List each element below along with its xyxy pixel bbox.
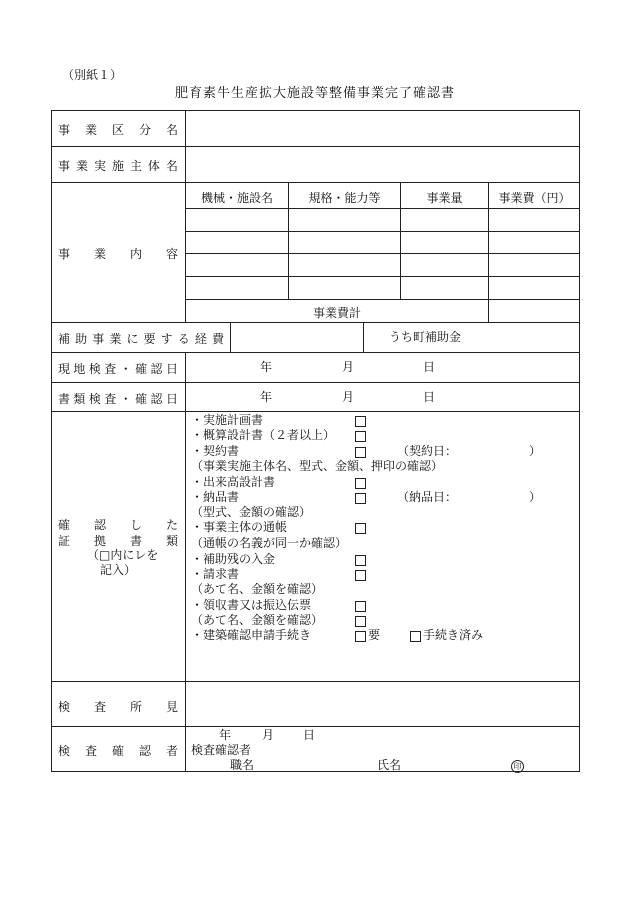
evidence-note: （通帳の名義が同一か確認） xyxy=(191,536,348,550)
option-completed-label: 手続き済み xyxy=(423,628,484,642)
row-divider xyxy=(51,182,580,183)
row-divider xyxy=(185,231,580,232)
doc-date-year: 年 xyxy=(260,390,273,404)
row-divider xyxy=(185,253,580,254)
doc-date-day: 日 xyxy=(423,390,436,404)
evidence-instruction-line1: （□内にレを xyxy=(87,548,159,562)
evidence-note: （あて名、金額を確認） xyxy=(191,582,324,596)
evidence-instruction-line2: 記入） xyxy=(100,563,137,577)
evidence-item: ・実施計画書 xyxy=(191,413,264,427)
row-divider xyxy=(51,726,580,727)
checkbox[interactable] xyxy=(355,523,366,534)
site-date-year: 年 xyxy=(260,360,273,374)
label-document-inspection-date: 書 類 検 査 ・ 確 認 日 xyxy=(58,392,178,406)
evidence-item: ・納品書 xyxy=(191,490,240,504)
seal-mark xyxy=(511,758,524,773)
col-divider xyxy=(185,352,186,772)
site-date-day: 日 xyxy=(423,360,436,374)
row-divider xyxy=(51,411,580,412)
contract-date-label: （契約日： xyxy=(397,444,458,458)
option-required-label: 要 xyxy=(368,628,381,642)
col-header-cost: 事業費（円） xyxy=(498,191,571,205)
evidence-item: ・契約書 xyxy=(191,444,240,458)
evidence-item: ・概算設計書（２者以上） xyxy=(191,428,336,442)
checkbox[interactable] xyxy=(355,570,366,581)
label-inspection-confirmer: 検 査 確 認 者 xyxy=(58,744,178,758)
checkbox-completed[interactable] xyxy=(410,631,421,642)
label-confirmed-evidence-line2: 証 拠 書 類 xyxy=(58,534,178,548)
checkbox[interactable] xyxy=(355,447,366,458)
label-site-inspection-date: 現 地 検 査 ・ 確 認 日 xyxy=(58,362,178,376)
total-cost-label: 事業費計 xyxy=(312,306,361,320)
checkbox[interactable] xyxy=(355,601,366,612)
col-header-quantity: 事業量 xyxy=(426,191,463,205)
label-business-content: 事 業 内 容 xyxy=(58,247,178,261)
position-label: 職名 xyxy=(230,758,255,772)
row-divider xyxy=(51,146,580,147)
checkbox[interactable] xyxy=(355,431,366,442)
confirm-date-day: 日 xyxy=(303,728,316,742)
evidence-note: （あて名、金額を確認） xyxy=(191,613,324,627)
evidence-note: （事業実施主体名、型式、金額、押印の確認） xyxy=(191,459,444,473)
label-subsidy-expense: 補 助 事 業 に 要 す る 経 費 xyxy=(58,332,224,346)
document-title: 肥育素牛生産拡大施設等整備事業完了確認書 xyxy=(174,86,455,101)
col-divider xyxy=(230,322,231,352)
checkbox[interactable] xyxy=(355,416,366,427)
attachment-note: （別紙１） xyxy=(62,68,123,82)
doc-date-month: 月 xyxy=(342,390,355,404)
row-divider xyxy=(51,382,580,383)
confirmer-label: 検査確認者 xyxy=(191,743,252,757)
evidence-note: （型式、金額の確認） xyxy=(191,505,312,519)
name-label: 氏名 xyxy=(377,758,402,772)
col-divider xyxy=(363,322,364,352)
evidence-item: ・建築確認申請手続き xyxy=(191,628,312,642)
checkbox[interactable] xyxy=(355,555,366,566)
site-date-month: 月 xyxy=(342,360,355,374)
checkbox[interactable] xyxy=(355,478,366,489)
label-confirmed-evidence-line1: 確 認 し た xyxy=(58,518,178,532)
evidence-item: ・補助残の入金 xyxy=(191,552,276,566)
seal-icon: 印 xyxy=(511,760,524,773)
contract-date-close: ） xyxy=(529,444,542,458)
label-business-category: 事 業 区 分 名 xyxy=(58,123,178,137)
evidence-item: ・領収書又は振込伝票 xyxy=(191,598,312,612)
row-divider xyxy=(185,276,580,277)
label-inspection-findings: 検 査 所 見 xyxy=(58,700,178,714)
row-divider xyxy=(185,299,580,300)
col-divider xyxy=(185,110,186,322)
confirm-date-month: 月 xyxy=(262,728,275,742)
col-header-specs: 規格・能力等 xyxy=(308,191,381,205)
row-divider xyxy=(185,208,580,209)
delivery-date-close: ） xyxy=(529,490,542,504)
label-implementing-body: 事 業 実 施 主 体 名 xyxy=(58,159,178,173)
evidence-item: ・事業主体の通帳 xyxy=(191,520,288,534)
checkbox[interactable] xyxy=(355,493,366,504)
confirm-date-year: 年 xyxy=(219,728,232,742)
row-divider xyxy=(51,681,580,682)
row-divider xyxy=(51,322,580,323)
col-header-equipment: 機械・施設名 xyxy=(200,191,273,205)
checkbox[interactable] xyxy=(355,616,366,627)
delivery-date-label: （納品日： xyxy=(397,490,458,504)
town-subsidy-label: うち町補助金 xyxy=(389,330,462,344)
evidence-item: ・出来高設計書 xyxy=(191,475,276,489)
evidence-item: ・請求書 xyxy=(191,567,240,581)
checkbox-required[interactable] xyxy=(355,631,366,642)
row-divider xyxy=(51,352,580,353)
